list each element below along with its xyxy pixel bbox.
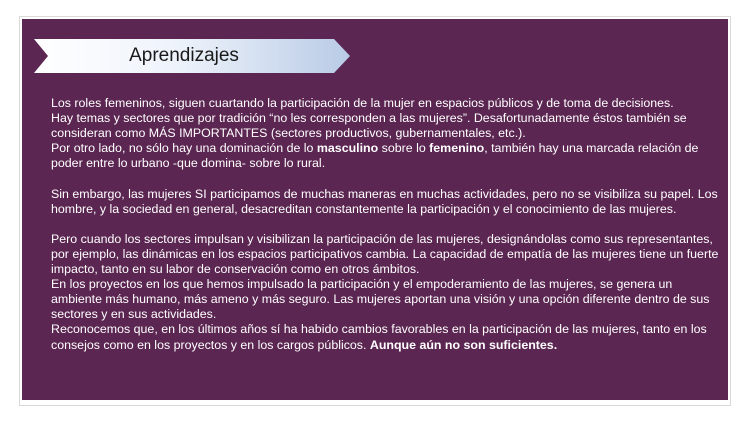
content-panel [22, 19, 728, 400]
body-text [51, 96, 721, 353]
slide [19, 16, 731, 406]
paragraph-domination [51, 141, 721, 171]
text-span: Reconocemos que, en los últimos años sí ha habido cambios favorables en la participación de las mujeres, tanto en los consejos como en los proyectos y en los cargos públicos. [51, 322, 707, 352]
text-span: Por otro lado, no sólo hay una dominación de lo [51, 141, 317, 156]
paragraph-sectors: Hay temas y sectores que por tradición “no les corresponden a las mujeres”. Desafortunadamente éstos también se consideran como MÁS IMPORTANTES (sectores productivos, gubernamentales, etc.). [51, 111, 687, 141]
text-span: , también hay una marcada relación de poder entre lo urbano -que domina- sobre lo rural. [51, 141, 699, 171]
text-span: sobre lo [378, 141, 430, 156]
paragraph-projects: En los proyectos en los que hemos impulsado la participación y el empoderamiento de las mujeres, se genera un ambiente más humano, más ameno y más seguro. Las mujeres aportan una visión y una opción diferente dentro de sus sectores y en sus actividades. [51, 277, 710, 322]
paragraph-recognition [51, 322, 721, 352]
bold-femenino: femenino [429, 141, 485, 156]
paragraph-participation: Sin embargo, las mujeres SI participamos de muchas maneras en muchas actividades, pero no se visibiliza su papel. Los hombre, y la sociedad en general, desacreditan constantemente la participación y el conocimiento de las mujeres. [51, 186, 718, 216]
page-title: Aprendizajes [129, 45, 239, 66]
bold-conclusion: Aunque aún no son suficientes. [369, 337, 558, 352]
title-banner [34, 39, 354, 73]
paragraph-roles: Los roles femeninos, siguen cuartando la participación de la mujer en espacios públicos y de toma de decisiones. [51, 96, 674, 110]
bold-masculino: masculino [316, 141, 379, 156]
paragraph-impulse: Pero cuando los sectores impulsan y visibilizan la participación de las mujeres, designándolas como sus representantes, por ejemplo, las dinámicas en los espacios participativos cambia. La capacidad de empatía de las mujeres tiene un fuerte impacto, tanto en su labor de conservación como en otros ámbitos. [51, 231, 719, 277]
